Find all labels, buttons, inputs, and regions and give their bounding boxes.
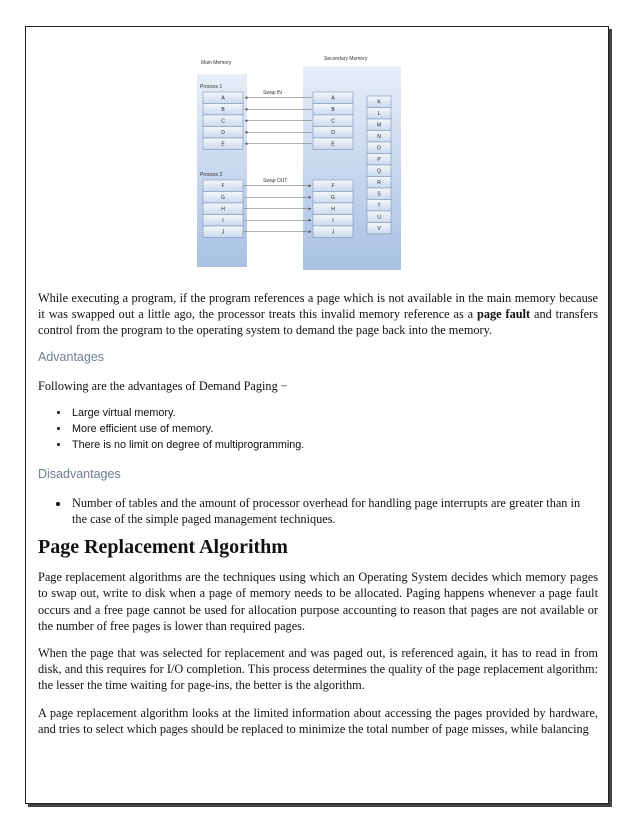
intro-paragraph: [38, 290, 598, 339]
section-title: Page Replacement Algorithm: [38, 536, 288, 559]
page-cell-label: J: [331, 229, 335, 236]
secondary-page-cell: [313, 92, 353, 104]
page-cell-label: E: [331, 141, 335, 148]
list-item: • More efficient use of memory.: [70, 421, 598, 437]
page-cell-label: A: [331, 95, 335, 102]
secondary-page-cell: [313, 226, 353, 238]
secondary-page-cell: [313, 180, 353, 192]
main-page-cell: [203, 215, 243, 227]
page-cell-label: M: [376, 122, 382, 129]
page-cell-label: F: [331, 183, 335, 190]
page-cell-label: J: [221, 229, 225, 236]
main-page-cell: [203, 138, 243, 150]
intro-text-end: and transfers control from the program to the operating system to demand the page back into the memory.: [38, 307, 598, 338]
page-cell-label: G: [331, 195, 335, 202]
secondary-page-cell: [313, 127, 353, 139]
advantages-lead: Following are the advantages of Demand Paging −: [38, 378, 288, 393]
secondary-page-cell: [313, 192, 353, 204]
page-cell-label: L: [377, 111, 381, 118]
page-cell-label: A: [221, 95, 225, 102]
secondary-page-cell: [367, 200, 391, 212]
page-cell-label: P: [377, 157, 381, 164]
secondary-page-cell: [367, 142, 391, 154]
section-paragraph: Page replacement algorithms are the techniques using which an Operating System decides which memory pages to swap out, write to disk when a page of memory needs to be allocated. Paging happens whenever a page fault occurs and a free page cannot be used for allocation purpose accounting to reason that pages are not available or the number of free pages is lower than required pages.: [38, 570, 598, 633]
process1-label: Process 1: [200, 84, 223, 90]
page-cell-label: B: [331, 107, 335, 114]
secondary-page-cell: [313, 104, 353, 116]
secondary-page-cell: [313, 215, 353, 227]
main-page-cell: [203, 192, 243, 204]
main-page-cell: [203, 226, 243, 238]
intro-text: While executing a program, if the program references a page which is not available in the main memory because it was swapped out a little ago, the processor treats this invalid memory reference as a: [38, 291, 598, 322]
secondary-page-cell: [367, 165, 391, 177]
main-memory-title: Main Memory: [201, 60, 232, 66]
advantages-list: [38, 405, 598, 453]
page-cell-label: G: [221, 195, 225, 202]
secondary-page-cell: [313, 138, 353, 150]
section-paragraph: When the page that was selected for replacement and was paged out, is referenced again, it has to read in from disk, and this requires for I/O completion. This process determines the quality of the page replacement algorithm: the lesser the time waiting for page-ins, the better is the algorithm.: [38, 646, 598, 693]
page-cell-label: N: [377, 134, 381, 141]
page-cell-label: E: [221, 141, 225, 148]
secondary-page-cell: [367, 96, 391, 108]
secondary-page-cell: [367, 211, 391, 223]
main-page-cell: [203, 180, 243, 192]
secondary-page-cell: [313, 203, 353, 215]
secondary-memory-title: Secondary Memory: [324, 56, 368, 62]
secondary-page-cell: [367, 119, 391, 131]
page-cell-label: F: [221, 183, 225, 190]
section-paragraph: A page replacement algorithm looks at the limited information about accessing the pages provided by hardware, and tries to select which pages should be replaced to minimize the total number of page misses, while balancing: [38, 705, 598, 736]
secondary-page-cell: [367, 131, 391, 143]
page-cell-label: C: [221, 118, 225, 125]
document-body: [38, 290, 598, 748]
list-item: • Number of tables and the amount of processor overhead for handling page interrupts are greater than in the case of the simple paged management techniques.: [70, 495, 598, 527]
page-cell-label: I: [332, 218, 334, 225]
page-cell-label: D: [331, 130, 335, 137]
page-cell-label: R: [377, 180, 381, 187]
page-cell-label: Q: [377, 168, 381, 175]
disadvantages-list: [38, 495, 598, 527]
page-cell-label: H: [221, 206, 225, 213]
page-cell-label: S: [377, 191, 381, 198]
main-page-cell: [203, 92, 243, 104]
main-page-cell: [203, 127, 243, 139]
secondary-page-cell: [367, 108, 391, 120]
disadvantages-heading: Disadvantages: [38, 466, 121, 481]
page-cell-label: V: [377, 226, 381, 233]
swap-out-label: Swap OUT: [263, 178, 288, 184]
page-cell-label: H: [331, 206, 335, 213]
main-page-cell: [203, 115, 243, 127]
page-cell-label: O: [377, 145, 381, 152]
advantages-heading: Advantages: [38, 349, 105, 364]
secondary-page-cell: [367, 154, 391, 166]
main-page-cell: [203, 203, 243, 215]
page-cell-label: I: [222, 218, 224, 225]
page-fault-term: page fault: [477, 307, 531, 322]
page-cell-label: D: [221, 130, 225, 137]
page-cell-label: K: [377, 99, 381, 106]
secondary-page-cell: [313, 115, 353, 127]
list-item: • There is no limit on degree of multiprogramming.: [70, 437, 598, 453]
demand-paging-diagram: [191, 52, 407, 272]
list-item: • Large virtual memory.: [70, 405, 598, 421]
page-cell-label: B: [221, 107, 225, 114]
secondary-page-cell: [367, 223, 391, 235]
main-page-cell: [203, 104, 243, 116]
page-cell-label: U: [377, 214, 381, 221]
process2-label: Process 2: [200, 172, 223, 178]
page-cell-label: C: [331, 118, 335, 125]
swap-in-label: Swap IN: [263, 90, 282, 96]
secondary-page-cell: [367, 188, 391, 200]
page-cell-label: T: [377, 203, 381, 210]
secondary-page-cell: [367, 177, 391, 189]
